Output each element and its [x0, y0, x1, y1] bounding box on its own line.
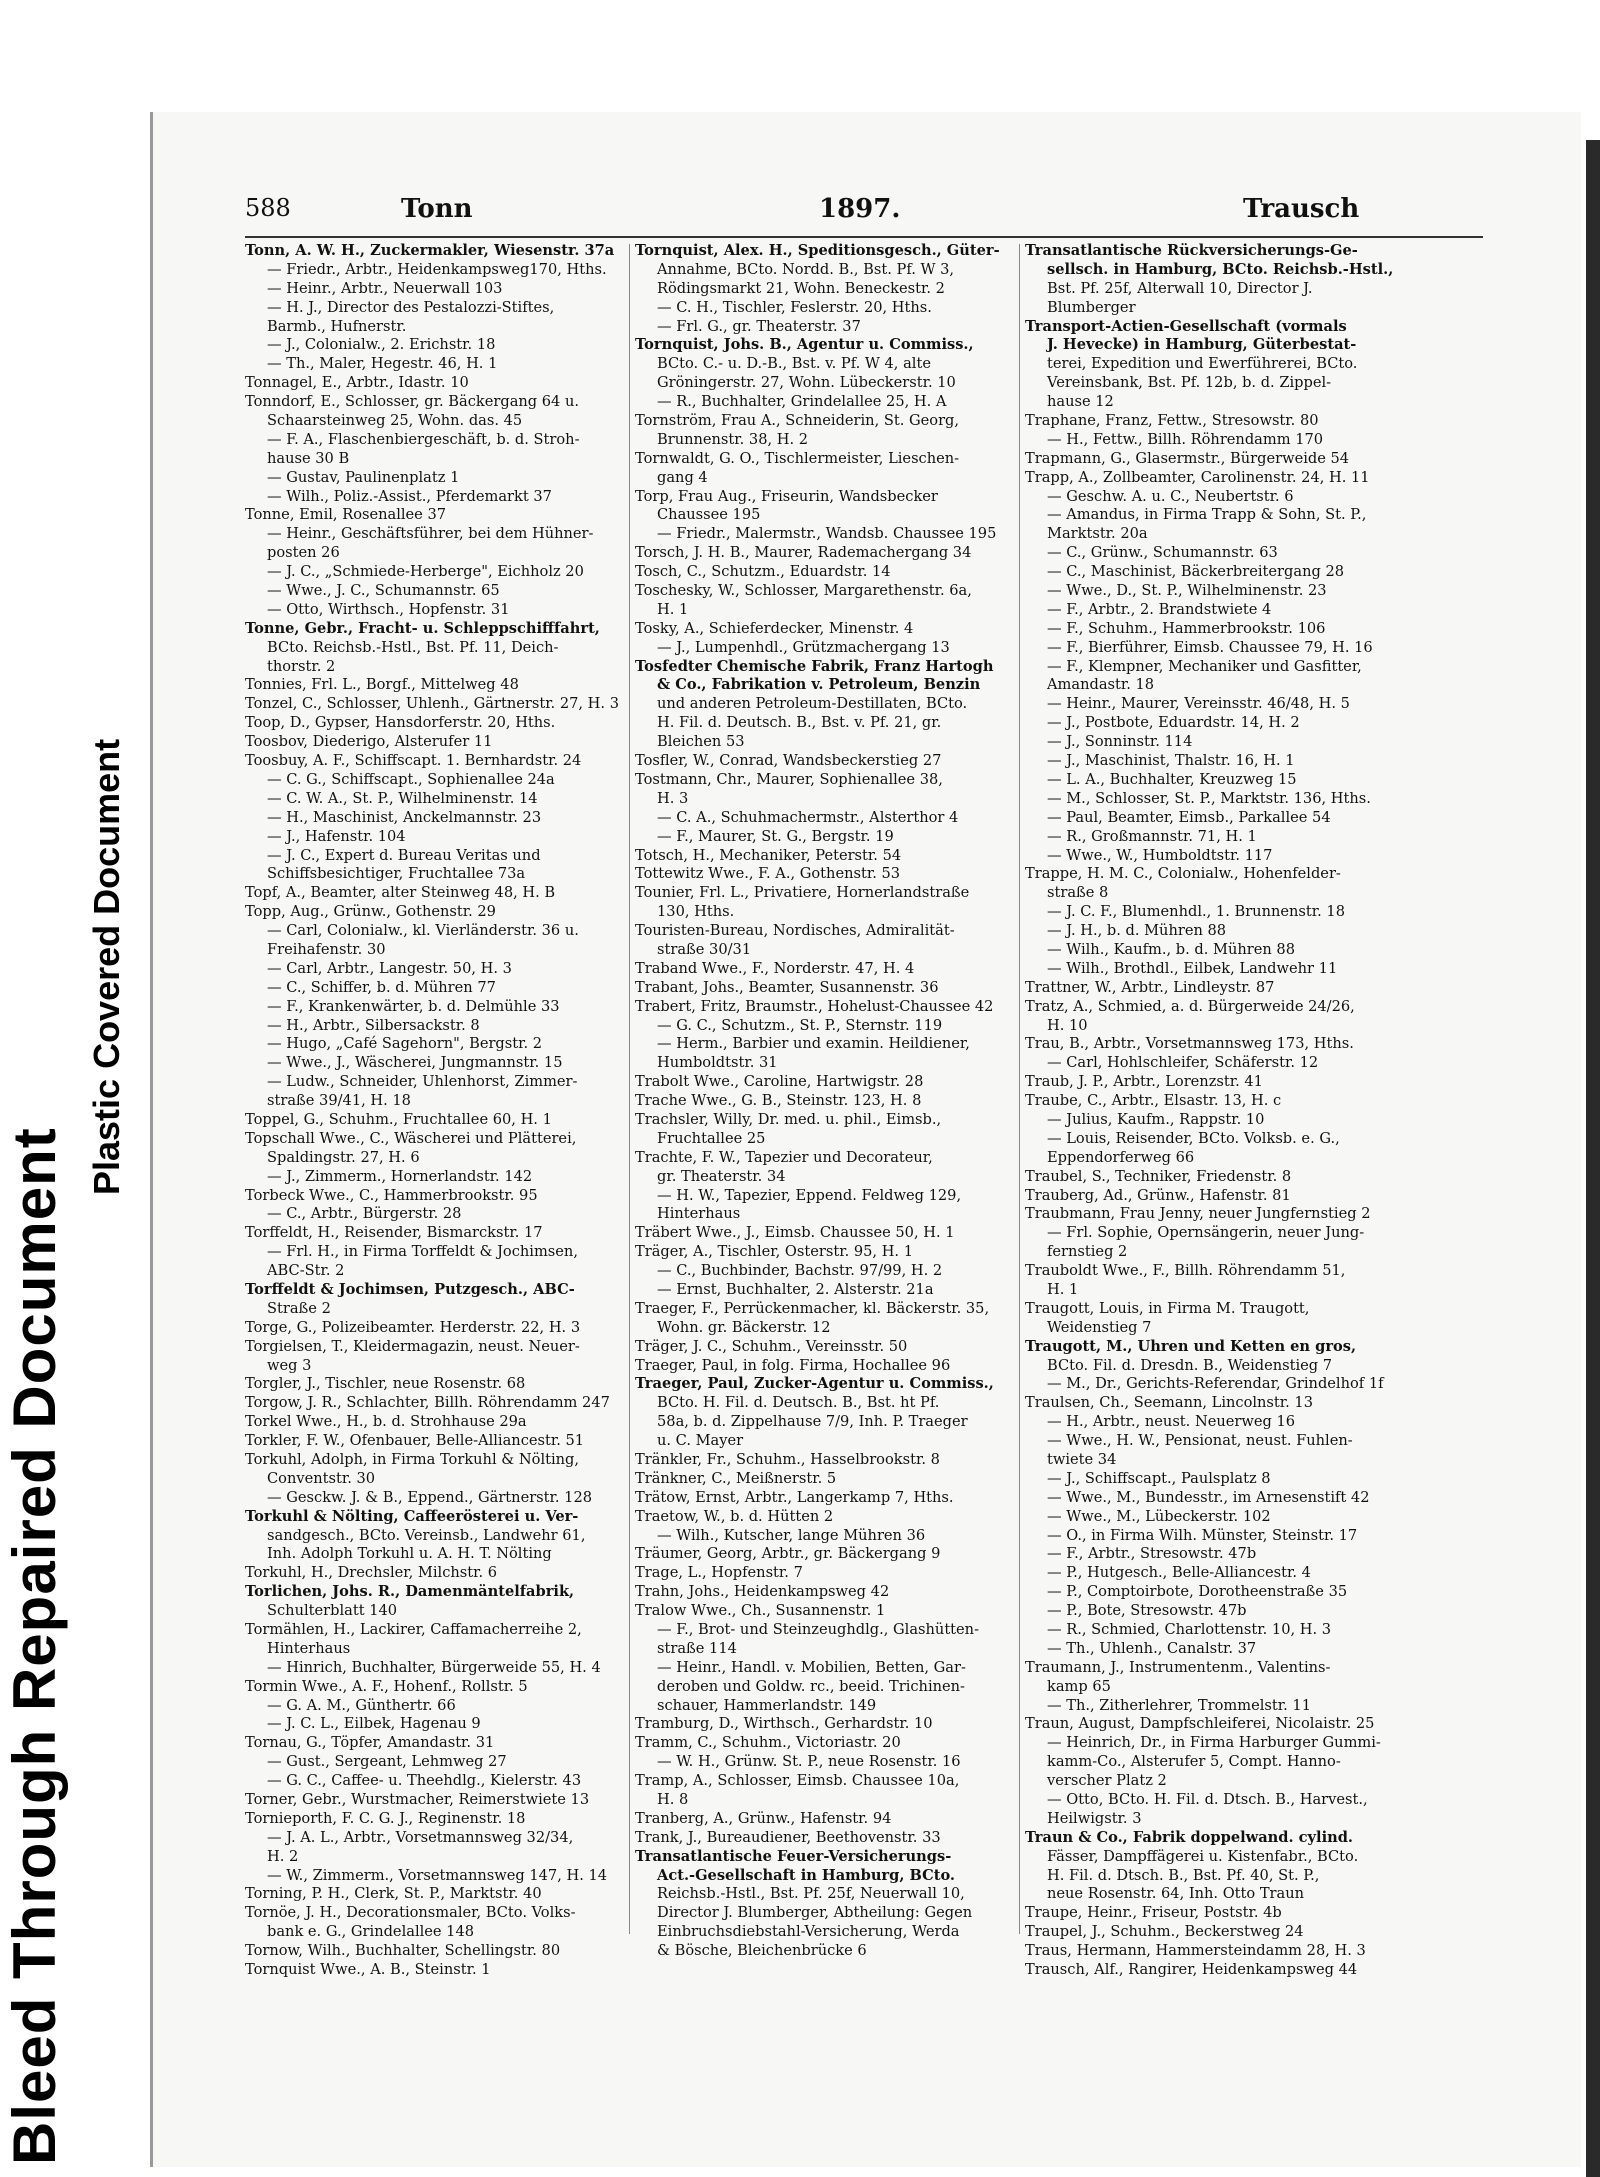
directory-entry-continuation: — C. W. A., St. P., Wilhelminenstr. 14: [267, 789, 538, 807]
directory-entry-continuation: — C., Schiffer, b. d. Mühren 77: [267, 978, 496, 996]
page-number: 588: [245, 194, 291, 222]
directory-entry: Tostmann, Chr., Maurer, Sophienallee 38,: [635, 770, 943, 788]
directory-entry: Torge, G., Polizeibeamter. Herderstr. 22, H. 3: [245, 1318, 581, 1336]
directory-entry: Traeger, F., Perrückenmacher, kl. Bäckerstr. 35,: [635, 1299, 990, 1317]
directory-entry: Trauboldt Wwe., F., Billh. Röhrendamm 51,: [1025, 1262, 1346, 1280]
directory-entry-continuation: Einbruchsdiebstahl-Versicherung, Werda: [657, 1923, 960, 1941]
directory-entry-continuation: und anderen Petroleum-Destillaten, BCto.: [657, 695, 968, 713]
column-1: [245, 242, 653, 1980]
directory-entry-continuation: — Otto, Wirthsch., Hopfenstr. 31: [267, 600, 510, 618]
directory-entry: Topp, Aug., Grünw., Gothenstr. 29: [245, 903, 496, 921]
directory-entry: Torkuhl, Adolph, in Firma Torkuhl & Nölting,: [245, 1451, 580, 1468]
directory-entry: Transatlantische Rückversicherungs-Ge-: [1025, 242, 1358, 259]
directory-entry-continuation: — C., Maschinist, Bäckerbreitergang 28: [1047, 563, 1345, 581]
directory-entry: Trabolt Wwe., Caroline, Hartwigstr. 28: [635, 1073, 924, 1091]
directory-entry: Tosfedter Chemische Fabrik, Franz Hartogh: [635, 657, 994, 675]
directory-entry-continuation: H. 1: [1047, 1280, 1079, 1298]
directory-entry: Tralow Wwe., Ch., Susannenstr. 1: [635, 1602, 886, 1620]
directory-entry-continuation: — Wwe., J. C., Schumannstr. 65: [267, 582, 500, 600]
directory-entry-continuation: — P., Comptoirbote, Dorotheenstraße 35: [1047, 1583, 1348, 1601]
directory-entry-continuation: — Herm., Barbier und examin. Heildiener,: [657, 1035, 970, 1053]
directory-entry-continuation: Conventstr. 30: [267, 1469, 376, 1487]
directory-entry-continuation: — H., Arbtr., Silbersackstr. 8: [267, 1016, 480, 1034]
directory-entry-continuation: straße 30/31: [657, 940, 752, 958]
directory-entry-continuation: Annahme, BCto. Nordd. B., Bst. Pf. W 3,: [657, 260, 955, 278]
directory-entry: Traulsen, Ch., Seemann, Lincolnstr. 13: [1025, 1394, 1314, 1412]
directory-entry-continuation: thorstr. 2: [267, 657, 336, 675]
directory-entry-continuation: — W., Zimmerm., Vorsetmannsweg 147, H. 14: [267, 1866, 608, 1884]
directory-entry: Traband Wwe., F., Norderstr. 47, H. 4: [635, 959, 915, 977]
directory-entry-continuation: — J., Hafenstr. 104: [267, 827, 406, 845]
directory-entry-continuation: Schulterblatt 140: [267, 1602, 398, 1620]
directory-entry: Torkler, F. W., Ofenbauer, Belle-Alliancestr. 51: [245, 1432, 585, 1450]
directory-entry: Totsch, H., Mechaniker, Peterstr. 54: [635, 846, 902, 864]
directory-entry: Torning, P. H., Clerk, St. P., Marktstr. 40: [245, 1885, 542, 1903]
directory-entry: Touristen-Bureau, Nordisches, Admiralität-: [635, 922, 955, 940]
directory-entry-continuation: 58a, b. d. Zippelhause 7/9, Inh. P. Traeger: [657, 1413, 968, 1431]
directory-entry-continuation: — O., in Firma Wilh. Münster, Steinstr. 17: [1047, 1526, 1358, 1544]
directory-entry: Torlichen, Johs. R., Damenmäntelfabrik,: [245, 1583, 575, 1601]
directory-entry: Topschall Wwe., C., Wäscherei und Plätterei,: [245, 1129, 577, 1147]
directory-entry-continuation: — J. C. L., Eilbek, Hagenau 9: [267, 1715, 481, 1733]
directory-entry-continuation: — C. G., Schiffscapt., Sophienallee 24a: [267, 770, 555, 788]
directory-entry: Trapp, A., Zollbeamter, Carolinenstr. 24, H. 11: [1025, 468, 1370, 486]
directory-entry-continuation: — Gustav, Paulinenplatz 1: [267, 468, 460, 486]
directory-entry-continuation: — R., Großmannstr. 71, H. 1: [1047, 827, 1257, 845]
directory-entry-continuation: & Co., Fabrikation v. Petroleum, Benzin: [657, 676, 981, 694]
directory-entry-continuation: Amandastr. 18: [1047, 676, 1155, 694]
directory-entry-continuation: — G. A. M., Günthertr. 66: [267, 1696, 456, 1714]
directory-entry: Tormählen, H., Lackirer, Caffamacherreihe 2,: [245, 1621, 582, 1639]
directory-entry-continuation: bank e. G., Grindelallee 148: [267, 1923, 475, 1941]
directory-entry-continuation: — F., Schuhm., Hammerbrookstr. 106: [1047, 619, 1326, 637]
directory-entry-continuation: gang 4: [657, 468, 708, 486]
directory-entry-continuation: Wohn. gr. Bäckerstr. 12: [657, 1318, 831, 1336]
directory-entry: Trank, J., Bureaudiener, Beethovenstr. 33: [635, 1828, 941, 1846]
directory-entry-continuation: — H. W., Tapezier, Eppend. Feldweg 129,: [657, 1186, 962, 1204]
directory-entry-continuation: BCto. Reichsb.-Hstl., Bst. Pf. 11, Deich-: [267, 638, 559, 656]
directory-entry-continuation: — J. C. F., Blumenhdl., 1. Brunnenstr. 18: [1047, 903, 1345, 921]
directory-entry-continuation: — H., Arbtr., neust. Neuerweg 16: [1047, 1413, 1296, 1431]
directory-entry: Trätow, Ernst, Arbtr., Langerkamp 7, Hths.: [635, 1488, 954, 1506]
directory-entry-continuation: — P., Hutgesch., Belle-Alliancestr. 4: [1047, 1564, 1311, 1582]
directory-entry-continuation: — M., Schlosser, St. P., Marktstr. 136, Hths.: [1047, 789, 1371, 807]
directory-entry: Tornquist, Johs. B., Agentur u. Commiss.,: [635, 336, 974, 354]
directory-entry-continuation: — F., Maurer, St. G., Bergstr. 19: [657, 827, 894, 845]
directory-entry: Toschesky, W., Schlosser, Margarethenstr. 6a,: [635, 582, 972, 600]
directory-entry: Träbert Wwe., J., Eimsb. Chaussee 50, H. 1: [635, 1224, 955, 1242]
directory-entry-continuation: H. 2: [267, 1847, 299, 1865]
directory-entry: Traun & Co., Fabrik doppelwand. cylind.: [1025, 1828, 1354, 1846]
directory-entry-continuation: — W. H., Grünw. St. P., neue Rosenstr. 16: [657, 1753, 961, 1771]
directory-entry: Transport-Actien-Gesellschaft (vormals: [1025, 317, 1347, 335]
directory-entry: Traube, C., Arbtr., Elsastr. 13, H. c: [1025, 1092, 1282, 1110]
directory-entry: Tosky, A., Schieferdecker, Minenstr. 4: [635, 619, 914, 637]
directory-entry: Tottewitz Wwe., F. A., Gothenstr. 53: [635, 865, 901, 883]
directory-entry-continuation: — L. A., Buchhalter, Kreuzweg 15: [1047, 770, 1297, 788]
directory-entry: Toosbuy, A. F., Schiffscapt. 1. Bernhardstr. 24: [245, 752, 582, 770]
directory-entry-continuation: H. 1: [657, 600, 689, 618]
directory-entry-continuation: — Frl. Sophie, Opernsängerin, neuer Jung-: [1047, 1224, 1365, 1242]
directory-entry-continuation: — J., Lumpenhdl., Grützmachergang 13: [657, 638, 950, 656]
page-header: [153, 194, 1581, 236]
directory-entry-continuation: — Wwe., M., Bundesstr., im Arnesenstift 42: [1047, 1488, 1370, 1506]
running-head-right: Trausch: [1243, 194, 1360, 224]
directory-entry-continuation: — C., Buchbinder, Bachstr. 97/99, H. 2: [657, 1262, 943, 1280]
directory-entry: Tratz, A., Schmied, a. d. Bürgerweide 24/26,: [1025, 997, 1355, 1015]
directory-entry-continuation: — J. H., b. d. Mühren 88: [1047, 922, 1227, 940]
directory-entry-continuation: — J., Sonninstr. 114: [1047, 733, 1193, 751]
directory-entry: Träumer, Georg, Arbtr., gr. Bäckergang 9: [635, 1545, 941, 1563]
directory-entry: Tonnagel, E., Arbtr., Idastr. 10: [245, 374, 469, 392]
directory-entry: Tornquist Wwe., A. B., Steinstr. 1: [245, 1961, 491, 1979]
directory-entry: Träger, A., Tischler, Osterstr. 95, H. 1: [635, 1243, 913, 1261]
directory-entry-continuation: — Gust., Sergeant, Lehmweg 27: [267, 1753, 507, 1771]
directory-entry: Torkuhl & Nölting, Caffeerösterei u. Ver-: [245, 1507, 579, 1525]
directory-entry-continuation: — Wilh., Kaufm., b. d. Mühren 88: [1047, 940, 1295, 958]
directory-entry: Tosch, C., Schutzm., Eduardstr. 14: [635, 563, 891, 581]
directory-entry: Tränkner, C., Meißnerstr. 5: [635, 1469, 837, 1487]
directory-entry-continuation: Barmb., Hufnerstr.: [267, 317, 407, 335]
directory-entry-continuation: — C., Arbtr., Bürgerstr. 28: [267, 1205, 462, 1223]
directory-entry: Traumann, J., Instrumentenm., Valentins-: [1025, 1658, 1331, 1676]
directory-entry: Tränkler, Fr., Schuhm., Hasselbrookstr. 8: [635, 1451, 940, 1468]
directory-entry-continuation: — M., Dr., Gerichts-Referendar, Grindelhof 1f: [1047, 1375, 1384, 1393]
directory-entry: Traeger, Paul, in folg. Firma, Hochallee 96: [635, 1356, 951, 1374]
directory-entry-continuation: Fässer, Dampffägerei u. Kistenfabr., BCto.: [1047, 1847, 1359, 1865]
directory-entry-continuation: kamm-Co., Alsterufer 5, Compt. Hanno-: [1047, 1753, 1341, 1771]
directory-entry-continuation: — C., Grünw., Schumannstr. 63: [1047, 544, 1278, 562]
directory-entry: Trabert, Fritz, Braumstr., Hohelust-Chaussee 42: [635, 997, 994, 1015]
directory-entry-continuation: weg 3: [267, 1356, 312, 1374]
directory-entry: Torkel Wwe., H., b. d. Strohhause 29a: [245, 1413, 527, 1431]
directory-entry-continuation: — J., Schiffscapt., Paulsplatz 8: [1047, 1469, 1271, 1487]
directory-entry-continuation: Vereinsbank, Bst. Pf. 12b, b. d. Zippel-: [1047, 374, 1332, 392]
directory-entry-continuation: Brunnenstr. 38, H. 2: [657, 430, 809, 448]
directory-entry-continuation: — Heinr., Geschäftsführer, bei dem Hühner-: [267, 525, 594, 543]
directory-entry-continuation: — C. A., Schuhmachermstr., Alsterthor 4: [657, 808, 959, 826]
directory-entry-continuation: terei, Expedition und Ewerführerei, BCto.: [1047, 355, 1358, 373]
directory-entry-continuation: — Wwe., J., Wäscherei, Jungmannstr. 15: [267, 1054, 563, 1072]
directory-entry-continuation: Inh. Adolph Torkuhl u. A. H. T. Nölting: [267, 1545, 552, 1563]
directory-entry-continuation: Straße 2: [267, 1299, 331, 1317]
directory-entry-continuation: straße 8: [1047, 884, 1109, 902]
directory-entry: Traetow, W., b. d. Hütten 2: [635, 1507, 834, 1525]
directory-entry: Torkuhl, H., Drechsler, Milchstr. 6: [245, 1564, 498, 1582]
directory-entry: Trache Wwe., G. B., Steinstr. 123, H. 8: [635, 1092, 922, 1110]
directory-entry: Träger, J. C., Schuhm., Vereinsstr. 50: [635, 1337, 908, 1355]
directory-entry-continuation: schauer, Hammerlandstr. 149: [657, 1696, 877, 1714]
directory-entry: Tonne, Emil, Rosenallee 37: [245, 506, 447, 524]
directory-entry-continuation: & Bösche, Bleichenbrücke 6: [657, 1942, 867, 1960]
directory-page: [150, 112, 1581, 2167]
column-3: [1025, 242, 1433, 1980]
directory-entry-continuation: — Frl. H., in Firma Torffeldt & Jochimsen,: [267, 1243, 578, 1261]
directory-entry-continuation: — Wwe., M., Lübeckerstr. 102: [1047, 1507, 1271, 1525]
directory-entry: Tranberg, A., Grünw., Hafenstr. 94: [635, 1809, 892, 1827]
directory-entry-continuation: u. C. Mayer: [657, 1432, 744, 1450]
directory-entry-continuation: — Otto, BCto. H. Fil. d. Dtsch. B., Harvest.,: [1047, 1791, 1368, 1809]
directory-entry-continuation: — F., Arbtr., Stresowstr. 47b: [1047, 1545, 1257, 1563]
directory-entry: Tormin Wwe., A. F., Hohenf., Rollstr. 5: [245, 1677, 528, 1695]
year-heading: 1897.: [819, 194, 901, 224]
directory-entry: Trau, B., Arbtr., Vorsetmannsweg 173, Hths.: [1025, 1035, 1354, 1053]
directory-entry-continuation: — F., Klempner, Mechaniker und Gasfitter,: [1047, 657, 1362, 675]
directory-entry: Trapmann, G., Glasermstr., Bürgerweide 54: [1025, 449, 1350, 467]
directory-entry-continuation: — J., Colonialw., 2. Erichstr. 18: [267, 336, 496, 354]
directory-entry-continuation: Schaarsteinweg 25, Wohn. das. 45: [267, 412, 523, 430]
directory-entry-continuation: — Th., Zitherlehrer, Trommelstr. 11: [1047, 1696, 1311, 1714]
directory-entry-continuation: — G. C., Schutzm., St. P., Sternstr. 119: [657, 1016, 943, 1034]
directory-entry-continuation: H. 8: [657, 1791, 689, 1809]
directory-entry: Traugott, Louis, in Firma M. Traugott,: [1025, 1299, 1310, 1317]
directory-entry-continuation: kamp 65: [1047, 1677, 1111, 1695]
directory-entry-continuation: — Heinr., Handl. v. Mobilien, Betten, Gar-: [657, 1658, 966, 1676]
column-2: [635, 242, 1043, 1961]
directory-entry-continuation: — F. A., Flaschenbiergeschäft, b. d. Stroh-: [267, 430, 580, 448]
directory-entry-continuation: BCto. Fil. d. Dresdn. B., Weidenstieg 7: [1047, 1356, 1333, 1374]
directory-entry-continuation: — Gesckw. J. & B., Eppend., Gärtnerstr. 128: [267, 1488, 593, 1506]
directory-entry: Torffeldt, H., Reisender, Bismarckstr. 17: [245, 1224, 543, 1242]
directory-entry-continuation: neue Rosenstr. 64, Inh. Otto Traun: [1047, 1885, 1305, 1903]
directory-entry-continuation: — Hugo, „Café Sagehorn", Bergstr. 2: [267, 1035, 543, 1053]
directory-entry-continuation: Reichsb.-Hstl., Bst. Pf. 25f, Neuerwall 10,: [657, 1885, 965, 1903]
directory-entry-continuation: — Carl, Hohlschleifer, Schäferstr. 12: [1047, 1054, 1319, 1072]
directory-entry: Tornquist, Alex. H., Speditionsgesch., Güter-: [635, 242, 1000, 259]
directory-entry-continuation: Gröningerstr. 27, Wohn. Lübeckerstr. 10: [657, 374, 956, 392]
directory-entry: Tramm, C., Schuhm., Victoriastr. 20: [635, 1734, 901, 1752]
directory-entry: Traugott, M., Uhren und Ketten en gros,: [1025, 1337, 1357, 1355]
directory-entry-continuation: — Wwe., H. W., Pensionat, neust. Fuhlen-: [1047, 1432, 1353, 1450]
directory-entry-continuation: — Friedr., Arbtr., Heidenkampsweg170, Hths.: [267, 260, 607, 278]
directory-entry-continuation: Weidenstieg 7: [1047, 1318, 1152, 1336]
directory-entry: Trachsler, Willy, Dr. med. u. phil., Eimsb.,: [635, 1110, 942, 1128]
directory-entry: Tornöe, J. H., Decorationsmaler, BCto. Volks-: [245, 1904, 576, 1922]
directory-entry-continuation: — Paul, Beamter, Eimsb., Parkallee 54: [1047, 808, 1331, 826]
directory-entry-continuation: — J. C., Expert d. Bureau Veritas und: [267, 846, 541, 864]
directory-entry: Torp, Frau Aug., Friseurin, Wandsbecker: [635, 487, 938, 505]
directory-entry: Torsch, J. H. B., Maurer, Rademachergang 34: [635, 544, 972, 562]
directory-entry-continuation: — Th., Uhlenh., Canalstr. 37: [1047, 1639, 1257, 1657]
directory-entry-continuation: sellsch. in Hamburg, BCto. Reichsb.-Hstl.,: [1047, 260, 1394, 278]
directory-entry-continuation: straße 39/41, H. 18: [267, 1092, 411, 1110]
directory-entry: Trauberg, Ad., Grünw., Hafenstr. 81: [1025, 1186, 1291, 1204]
directory-entry-continuation: — Wilh., Kutscher, lange Mühren 36: [657, 1526, 926, 1544]
directory-entry-continuation: — J., Maschinist, Thalstr. 16, H. 1: [1047, 752, 1295, 770]
directory-entry-continuation: hause 30 B: [267, 449, 350, 467]
directory-entry-continuation: — Carl, Arbtr., Langestr. 50, H. 3: [267, 959, 512, 977]
directory-entry-continuation: — Julius, Kaufm., Rappstr. 10: [1047, 1110, 1265, 1128]
directory-entry: Traeger, Paul, Zucker-Agentur u. Commiss.,: [635, 1375, 994, 1393]
directory-entry: Trachte, F. W., Tapezier und Decorateur,: [635, 1148, 933, 1166]
directory-entry: Traupel, J., Schuhm., Beckerstweg 24: [1025, 1923, 1304, 1941]
directory-entry-continuation: Rödingsmarkt 21, Wohn. Beneckestr. 2: [657, 279, 945, 297]
directory-entry-continuation: — Wilh., Poliz.-Assist., Pferdemarkt 37: [267, 487, 552, 505]
directory-entry-continuation: gr. Theaterstr. 34: [657, 1167, 786, 1185]
directory-entry-continuation: Hinterhaus: [657, 1205, 741, 1223]
directory-entry-continuation: H. 10: [1047, 1016, 1088, 1034]
directory-entry: Tornström, Frau A., Schneiderin, St. Georg,: [635, 412, 960, 430]
directory-entry-continuation: straße 114: [657, 1639, 737, 1657]
directory-entry: Torner, Gebr., Wurstmacher, Reimerstwiete 13: [245, 1791, 590, 1809]
directory-entry: Trahn, Johs., Heidenkampsweg 42: [635, 1583, 890, 1601]
directory-entry-continuation: — R., Schmied, Charlottenstr. 10, H. 3: [1047, 1621, 1332, 1639]
directory-entry: Toop, D., Gypser, Hansdorferstr. 20, Hths.: [245, 714, 556, 732]
label-plastic-covered: Plastic Covered Document: [86, 738, 127, 1195]
directory-entry-continuation: — G. C., Caffee- u. Theehdlg., Kielerstr. 43: [267, 1772, 582, 1790]
directory-entry-continuation: Director J. Blumberger, Abtheilung: Gegen: [657, 1904, 973, 1922]
directory-entry-continuation: deroben und Goldw. rc., beeid. Trichinen-: [657, 1677, 965, 1695]
directory-entry-continuation: Bleichen 53: [657, 733, 745, 751]
directory-entry-continuation: Marktstr. 20a: [1047, 525, 1148, 543]
directory-entry-continuation: — Heinr., Arbtr., Neuerwall 103: [267, 279, 503, 297]
directory-entry-continuation: BCto. H. Fil. d. Deutsch. B., Bst. ht Pf.: [657, 1394, 940, 1412]
directory-entry-continuation: Spaldingstr. 27, H. 6: [267, 1148, 420, 1166]
directory-entry-continuation: BCto. C.- u. D.-B., Bst. v. Pf. W 4, alte: [657, 355, 931, 373]
directory-entry: Tornwaldt, G. O., Tischlermeister, Lieschen-: [635, 449, 960, 467]
directory-entry-continuation: Chaussee 195: [657, 506, 761, 524]
directory-entry-continuation: — Ernst, Buchhalter, 2. Alsterstr. 21a: [657, 1280, 934, 1298]
directory-entry-continuation: — Heinr., Maurer, Vereinsstr. 46/48, H. 5: [1047, 695, 1350, 713]
directory-entry: Tounier, Frl. L., Privatiere, Hornerlandstraße: [635, 884, 970, 902]
directory-entry-continuation: Schiffsbesichtiger, Fruchtallee 73a: [267, 865, 526, 883]
directory-entry: Tonn, A. W. H., Zuckermakler, Wiesenstr. 37a: [245, 242, 615, 259]
directory-entry-continuation: twiete 34: [1047, 1451, 1117, 1468]
directory-entry-continuation: Hinterhaus: [267, 1639, 351, 1657]
running-head-left: Tonn: [401, 194, 473, 224]
directory-entry-continuation: — J., Postbote, Eduardstr. 14, H. 2: [1047, 714, 1300, 732]
directory-entry: Traphane, Franz, Fettw., Stresowstr. 80: [1025, 412, 1319, 430]
directory-entry: Trappe, H. M. C., Colonialw., Hohenfelder-: [1025, 865, 1341, 883]
directory-entry: Tonndorf, E., Schlosser, gr. Bäckergang 64 u.: [245, 393, 580, 411]
directory-entry: Traus, Hermann, Hammersteindamm 28, H. 3: [1025, 1942, 1366, 1960]
directory-entry-continuation: — J. A. L., Arbtr., Vorsetmannsweg 32/34,: [267, 1828, 574, 1846]
directory-entry-continuation: — Friedr., Malermstr., Wandsb. Chaussee 195: [657, 525, 997, 543]
directory-entry: Transatlantische Feuer-Versicherungs-: [635, 1847, 952, 1865]
directory-entry-continuation: — H., Fettw., Billh. Röhrendamm 170: [1047, 430, 1324, 448]
directory-entry-continuation: hause 12: [1047, 393, 1114, 411]
directory-entry-continuation: — H., Maschinist, Anckelmannstr. 23: [267, 808, 542, 826]
directory-entry-continuation: — Carl, Colonialw., kl. Vierländerstr. 36 u.: [267, 922, 579, 940]
directory-entry: Traupe, Heinr., Friseur, Poststr. 4b: [1025, 1904, 1282, 1922]
directory-entry: Tramburg, D., Wirthsch., Gerhardstr. 10: [635, 1715, 933, 1733]
directory-entry-continuation: — Louis, Reisender, BCto. Volksb. e. G.,: [1047, 1129, 1340, 1147]
directory-entry: Trage, L., Hopfenstr. 7: [635, 1564, 803, 1582]
directory-entry: Tonnies, Frl. L., Borgf., Mittelweg 48: [245, 676, 519, 694]
directory-entry-continuation: posten 26: [267, 544, 340, 562]
directory-entry-continuation: — Wwe., W., Humboldtstr. 117: [1047, 846, 1273, 864]
directory-entry: Torgler, J., Tischler, neue Rosenstr. 68: [245, 1375, 526, 1393]
directory-entry: Tornau, G., Töpfer, Amandastr. 31: [245, 1734, 495, 1752]
directory-entry-continuation: Blumberger: [1047, 298, 1136, 316]
directory-entry-continuation: 130, Hths.: [657, 903, 735, 921]
header-rule: [245, 236, 1483, 238]
directory-entry-continuation: — F., Krankenwärter, b. d. Delmühle 33: [267, 997, 560, 1015]
directory-entry-continuation: — F., Bierführer, Eimsb. Chaussee 79, H. 16: [1047, 638, 1373, 656]
directory-entry: Tramp, A., Schlosser, Eimsb. Chaussee 10a,: [635, 1772, 960, 1790]
directory-entry-continuation: — R., Buchhalter, Grindelallee 25, H. A: [657, 393, 947, 411]
directory-entry: Tosfler, W., Conrad, Wandsbeckerstieg 27: [635, 752, 942, 770]
directory-entry-continuation: — J., Zimmerm., Hornerlandstr. 142: [267, 1167, 533, 1185]
directory-entry-continuation: — Th., Maler, Hegestr. 46, H. 1: [267, 355, 498, 373]
directory-entry: Tonzel, C., Schlosser, Uhlenh., Gärtnerstr. 27, H. 3: [245, 695, 619, 713]
directory-entry-continuation: — Wwe., D., St. P., Wilhelminenstr. 23: [1047, 582, 1327, 600]
directory-entry-continuation: — Wilh., Brothdl., Eilbek, Landwehr 11: [1047, 959, 1338, 977]
directory-entry-continuation: — H. J., Director des Pestalozzi-Stiftes,: [267, 298, 555, 316]
directory-entry: Torffeldt & Jochimsen, Putzgesch., ABC-: [245, 1280, 575, 1298]
directory-entry-continuation: — P., Bote, Stresowstr. 47b: [1047, 1602, 1247, 1620]
directory-entry: Tornieporth, F. C. G. J., Reginenstr. 18: [245, 1809, 526, 1827]
directory-entry: Traubmann, Frau Jenny, neuer Jungfernstieg 2: [1025, 1205, 1371, 1223]
directory-entry-continuation: Fruchtallee 25: [657, 1129, 766, 1147]
directory-entry-continuation: — F., Brot- und Steinzeughdlg., Glashütten-: [657, 1621, 980, 1639]
directory-entry: Tonne, Gebr., Fracht- u. Schleppschifffahrt,: [245, 619, 600, 637]
directory-entry-continuation: Freihafenstr. 30: [267, 940, 386, 958]
directory-entry-continuation: — Amandus, in Firma Trapp & Sohn, St. P.,: [1047, 506, 1367, 524]
directory-entry: Trattner, W., Arbtr., Lindleystr. 87: [1025, 978, 1275, 996]
directory-entry-continuation: — Heinrich, Dr., in Firma Harburger Gummi-: [1047, 1734, 1381, 1752]
directory-entry-continuation: — Ludw., Schneider, Uhlenhorst, Zimmer-: [267, 1073, 578, 1091]
directory-entry-continuation: Humboldtstr. 31: [657, 1054, 778, 1072]
directory-entry-continuation: Act.-Gesellschaft in Hamburg, BCto.: [657, 1866, 956, 1884]
directory-entry: Toppel, G., Schuhm., Fruchtallee 60, H. 1: [245, 1110, 552, 1128]
directory-entry-continuation: H. Fil. d. Deutsch. B., Bst. v. Pf. 21, gr.: [657, 714, 942, 732]
directory-entry: Traub, J. P., Arbtr., Lorenzstr. 41: [1025, 1073, 1263, 1091]
directory-entry: Trabant, Johs., Beamter, Susannenstr. 36: [635, 978, 939, 996]
directory-entry-continuation: verscher Platz 2: [1047, 1772, 1167, 1790]
directory-entry-continuation: Eppendorferweg 66: [1047, 1148, 1195, 1166]
directory-entry-continuation: — Geschw. A. u. C., Neubertstr. 6: [1047, 487, 1294, 505]
directory-entry-continuation: — Frl. G., gr. Theaterstr. 37: [657, 317, 861, 335]
directory-entry-continuation: J. Hevecke) in Hamburg, Güterbestat-: [1047, 336, 1357, 354]
directory-entry: Trausch, Alf., Rangirer, Heidenkampsweg 44: [1025, 1961, 1358, 1979]
directory-entry: Torbeck Wwe., C., Hammerbrookstr. 95: [245, 1186, 538, 1204]
column-divider: [629, 244, 630, 1934]
directory-entry-continuation: ABC-Str. 2: [267, 1262, 345, 1280]
directory-entry: Topf, A., Beamter, alter Steinweg 48, H. B: [245, 884, 556, 902]
directory-entry-continuation: H. 3: [657, 789, 689, 807]
directory-entry-continuation: H. Fil. d. Dtsch. B., Bst. Pf. 40, St. P.,: [1047, 1866, 1320, 1884]
directory-entry-continuation: — F., Arbtr., 2. Brandstwiete 4: [1047, 600, 1272, 618]
directory-entry: Torgow, J. R., Schlachter, Billh. Röhrendamm 247: [245, 1394, 610, 1412]
directory-entry: Traubel, S., Techniker, Friedenstr. 8: [1025, 1167, 1292, 1185]
directory-entry-continuation: Bst. Pf. 25f, Alterwall 10, Director J.: [1047, 279, 1313, 297]
directory-entry-continuation: — C. H., Tischler, Feslerstr. 20, Hths.: [657, 298, 932, 316]
directory-entry-continuation: Heilwigstr. 3: [1047, 1809, 1142, 1827]
directory-entry-continuation: — Hinrich, Buchhalter, Bürgerweide 55, H. 4: [267, 1658, 601, 1676]
label-bleed-through-repaired: Bleed Through Repaired Document: [1, 1127, 68, 2165]
directory-entry-continuation: sandgesch., BCto. Vereinsb., Landwehr 61,: [267, 1526, 586, 1544]
directory-entry-continuation: fernstieg 2: [1047, 1243, 1128, 1261]
directory-entry: Tornow, Wilh., Buchhalter, Schellingstr. 80: [245, 1942, 561, 1960]
column-divider: [1019, 244, 1020, 1934]
directory-entry: Torgielsen, T., Kleidermagazin, neust. Neuer-: [245, 1337, 580, 1355]
directory-entry: Traun, August, Dampfschleiferei, Nicolaistr. 25: [1025, 1715, 1375, 1733]
scan-edge-shadow: [1586, 140, 1600, 2177]
directory-entry: Toosbov, Diederigo, Alsterufer 11: [245, 733, 493, 751]
directory-entry-continuation: — J. C., „Schmiede-Herberge", Eichholz 20: [267, 563, 584, 581]
